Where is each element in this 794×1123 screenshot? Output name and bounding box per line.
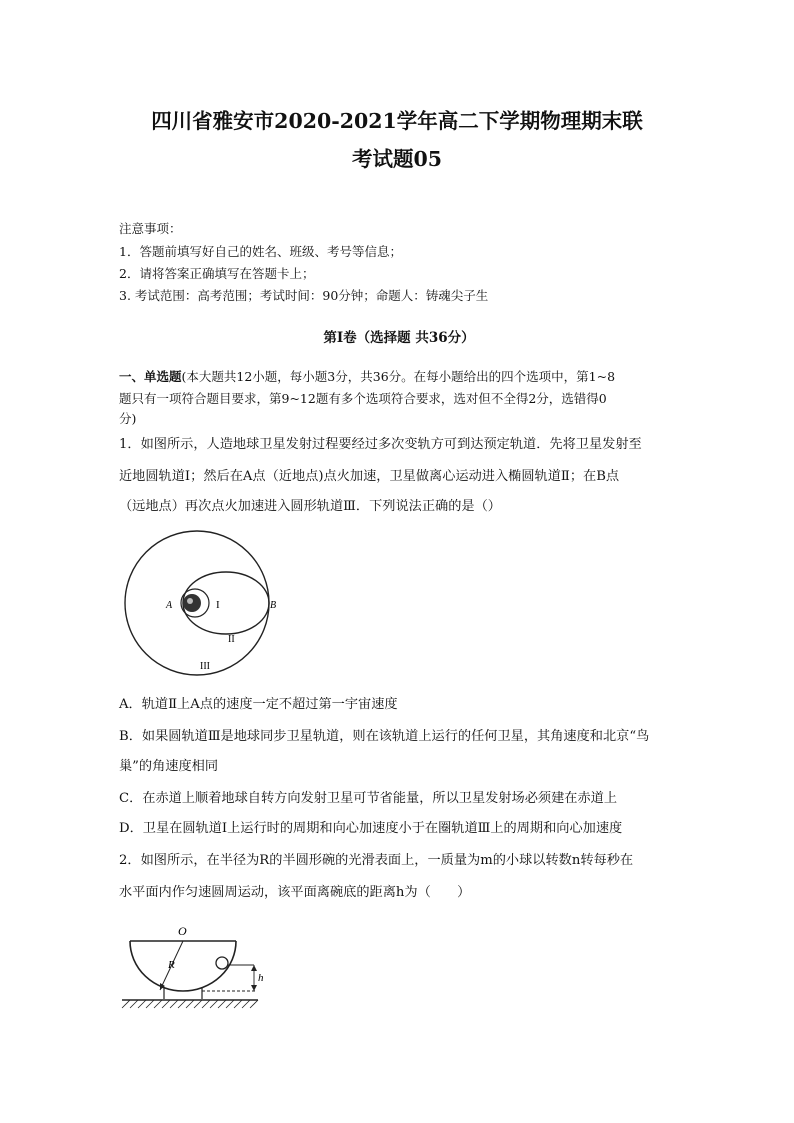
- part1-line1: [119, 368, 615, 386]
- earth-detail: [187, 598, 193, 604]
- q2-line1: 2．如图所示，在半径为R的半圆形碗的光滑表面上，一质量为m的小球以转数n转每秒在: [119, 853, 634, 868]
- label-b: B: [270, 600, 277, 611]
- orbit-diagram: [118, 530, 288, 690]
- q1-option-d: D．卫星在圆轨道I上运行时的周期和向心加速度小于在圈轨道Ⅲ上的周期和向心加速度: [119, 821, 623, 836]
- page-title: 四川省雅安市2020-2021学年高二下学期物理期末联: [151, 109, 643, 133]
- q1-line2: 近地圆轨道I；然后在A点（近地点)点火加速，卫星做离心运动进入椭圆轨道Ⅱ；在B点: [119, 469, 620, 484]
- bowl-diagram: [118, 920, 278, 1015]
- part1-intro: (本大题共12小题，每小题3分，共36分。在每小题给出的四个选项中，第1~8: [181, 369, 616, 384]
- label-ii: II: [228, 634, 235, 645]
- ball: [216, 957, 228, 969]
- notice-item-1: 1．答题前填写好自己的姓名、班级、考号等信息；: [119, 244, 402, 259]
- ground-hatching: [122, 1000, 258, 1008]
- q1-line1: 1．如图所示，人造地球卫星发射过程要经过多次变轨方可到达预定轨道．先将卫星发射至: [119, 437, 642, 452]
- notice-item-2: 2．请将答案正确填写在答题卡上；: [119, 266, 315, 281]
- h-arrow-down-icon: [251, 985, 257, 991]
- label-iii: III: [200, 661, 210, 672]
- section-title: 第I卷（选择题 共36分）: [323, 330, 475, 346]
- q1-option-a: A．轨道Ⅱ上A点的速度一定不超过第一宇宙速度: [119, 697, 398, 712]
- label-h: h: [258, 972, 264, 984]
- part1-line3: 分): [119, 411, 137, 426]
- label-i: I: [216, 599, 220, 611]
- q1-option-b-line1: B．如果圆轨道Ⅲ是地球同步卫星轨道，则在该轨道上运行的任何卫星，其角速度和北京“鸟: [119, 729, 650, 744]
- part1-line2: 题只有一项符合题目要求，第9~12题有多个选项符合要求，选对但不全得2分，选错得0: [119, 391, 607, 406]
- q1-option-c: C．在赤道上顺着地球自转方向发射卫星可节省能量，所以卫星发射场必须建在赤道上: [119, 791, 618, 806]
- page-title-continued: 考试题05: [351, 147, 443, 171]
- q1-line3: （远地点）再次点火加速进入圆形轨道Ⅲ．下列说法正确的是（）: [119, 499, 501, 514]
- notice-item-3: 3. 考试范围：高考范围；考试时间：90分钟；命题人：铸魂尖子生: [119, 288, 489, 303]
- label-a: A: [166, 600, 173, 611]
- label-r: R: [168, 959, 175, 971]
- h-arrow-up-icon: [251, 965, 257, 971]
- part1-label: 一、单选题: [119, 369, 182, 384]
- label-o: O: [178, 924, 187, 938]
- q2-line2: 水平面内作匀速圆周运动，该平面离碗底的距离h为（ ）: [119, 885, 471, 900]
- q1-option-b-line2: 巢”的角速度相同: [119, 759, 219, 774]
- notice-heading: 注意事项：: [119, 221, 182, 236]
